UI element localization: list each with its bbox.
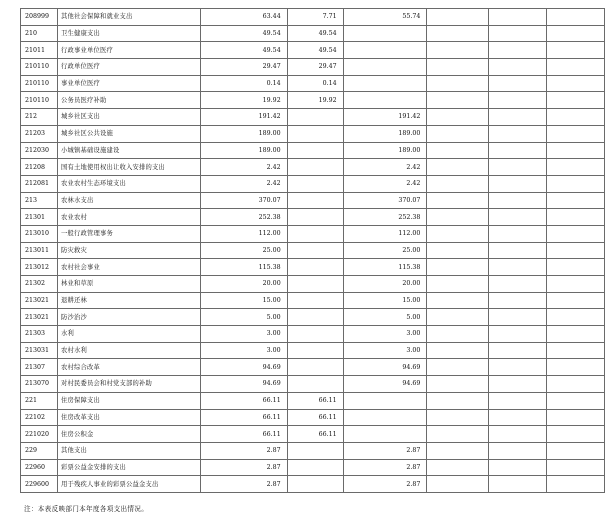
project-expenditure-cell: 5.00 — [343, 309, 427, 326]
subject-name-cell: 农村水利 — [57, 342, 200, 359]
total-cell: 2.87 — [200, 476, 287, 493]
empty-cell — [547, 75, 605, 92]
basic-expenditure-cell: 29.47 — [287, 59, 343, 76]
subject-code-cell: 21208 — [21, 159, 58, 176]
empty-cell — [427, 442, 489, 459]
table-row — [21, 409, 605, 426]
total-cell: 191.42 — [200, 109, 287, 126]
basic-expenditure-cell: 66.11 — [287, 392, 343, 409]
basic-expenditure-cell — [287, 442, 343, 459]
total-cell: 2.42 — [200, 175, 287, 192]
project-expenditure-cell: 94.69 — [343, 359, 427, 376]
empty-cell — [489, 59, 547, 76]
table-row — [21, 225, 605, 242]
empty-cell — [547, 209, 605, 226]
basic-expenditure-cell — [287, 476, 343, 493]
subject-name-cell: 住房保障支出 — [57, 392, 200, 409]
expenditure-table — [20, 8, 605, 493]
empty-cell — [427, 476, 489, 493]
empty-cell — [547, 125, 605, 142]
project-expenditure-cell — [343, 75, 427, 92]
table-row — [21, 292, 605, 309]
basic-expenditure-cell — [287, 209, 343, 226]
empty-cell — [547, 109, 605, 126]
project-expenditure-cell: 370.07 — [343, 192, 427, 209]
basic-expenditure-cell: 0.14 — [287, 75, 343, 92]
subject-code-cell: 212081 — [21, 175, 58, 192]
basic-expenditure-cell — [287, 459, 343, 476]
total-cell: 0.14 — [200, 75, 287, 92]
footnote: 注：本表反映部门本年度各项支出情况。 — [24, 505, 149, 513]
project-expenditure-cell — [343, 392, 427, 409]
project-expenditure-cell: 189.00 — [343, 142, 427, 159]
empty-cell — [547, 376, 605, 393]
basic-expenditure-cell — [287, 376, 343, 393]
subject-code-cell: 21303 — [21, 326, 58, 343]
basic-expenditure-cell: 66.11 — [287, 426, 343, 443]
subject-name-cell: 城乡社区公共设施 — [57, 125, 200, 142]
empty-cell — [427, 175, 489, 192]
table-row — [21, 342, 605, 359]
subject-code-cell: 213070 — [21, 376, 58, 393]
empty-cell — [547, 442, 605, 459]
empty-cell — [427, 409, 489, 426]
total-cell: 189.00 — [200, 142, 287, 159]
empty-cell — [547, 92, 605, 109]
subject-name-cell: 林业和草原 — [57, 276, 200, 293]
project-expenditure-cell — [343, 59, 427, 76]
empty-cell — [489, 242, 547, 259]
empty-cell — [547, 159, 605, 176]
table-row — [21, 359, 605, 376]
project-expenditure-cell: 115.38 — [343, 259, 427, 276]
subject-name-cell: 住房公积金 — [57, 426, 200, 443]
subject-code-cell: 21301 — [21, 209, 58, 226]
empty-cell — [547, 476, 605, 493]
total-cell: 63.44 — [200, 9, 287, 26]
basic-expenditure-cell — [287, 292, 343, 309]
subject-code-cell: 212030 — [21, 142, 58, 159]
basic-expenditure-cell — [287, 225, 343, 242]
empty-cell — [547, 175, 605, 192]
subject-name-cell: 农林水支出 — [57, 192, 200, 209]
table-row — [21, 175, 605, 192]
basic-expenditure-cell: 49.54 — [287, 42, 343, 59]
empty-cell — [489, 309, 547, 326]
empty-cell — [547, 276, 605, 293]
empty-cell — [489, 442, 547, 459]
subject-name-cell: 彩票公益金安排的支出 — [57, 459, 200, 476]
table-row — [21, 9, 605, 26]
subject-name-cell: 城乡社区支出 — [57, 109, 200, 126]
total-cell: 5.00 — [200, 309, 287, 326]
project-expenditure-cell: 55.74 — [343, 9, 427, 26]
empty-cell — [427, 109, 489, 126]
subject-name-cell: 农村社会事业 — [57, 259, 200, 276]
total-cell: 15.00 — [200, 292, 287, 309]
empty-cell — [547, 259, 605, 276]
empty-cell — [489, 359, 547, 376]
table-row — [21, 42, 605, 59]
empty-cell — [489, 209, 547, 226]
subject-code-cell: 21203 — [21, 125, 58, 142]
subject-name-cell: 防灾救灾 — [57, 242, 200, 259]
table-row — [21, 242, 605, 259]
empty-cell — [489, 192, 547, 209]
table-body — [21, 9, 605, 493]
table-row — [21, 75, 605, 92]
empty-cell — [427, 42, 489, 59]
empty-cell — [547, 409, 605, 426]
subject-name-cell: 用于残疾人事业的彩票公益金支出 — [57, 476, 200, 493]
project-expenditure-cell: 2.87 — [343, 459, 427, 476]
empty-cell — [489, 426, 547, 443]
empty-cell — [427, 159, 489, 176]
empty-cell — [427, 192, 489, 209]
total-cell: 3.00 — [200, 326, 287, 343]
table-row — [21, 142, 605, 159]
total-cell: 252.38 — [200, 209, 287, 226]
empty-cell — [427, 276, 489, 293]
basic-expenditure-cell: 19.92 — [287, 92, 343, 109]
basic-expenditure-cell — [287, 192, 343, 209]
subject-name-cell: 农业农村生态环境支出 — [57, 175, 200, 192]
empty-cell — [489, 292, 547, 309]
empty-cell — [547, 326, 605, 343]
subject-code-cell: 210 — [21, 25, 58, 42]
empty-cell — [427, 209, 489, 226]
total-cell: 25.00 — [200, 242, 287, 259]
empty-cell — [489, 326, 547, 343]
subject-name-cell: 行政单位医疗 — [57, 59, 200, 76]
empty-cell — [489, 109, 547, 126]
subject-code-cell: 22102 — [21, 409, 58, 426]
project-expenditure-cell — [343, 25, 427, 42]
total-cell: 20.00 — [200, 276, 287, 293]
subject-code-cell: 221 — [21, 392, 58, 409]
project-expenditure-cell: 3.00 — [343, 342, 427, 359]
table-row — [21, 159, 605, 176]
project-expenditure-cell: 191.42 — [343, 109, 427, 126]
empty-cell — [489, 159, 547, 176]
project-expenditure-cell: 189.00 — [343, 125, 427, 142]
empty-cell — [427, 9, 489, 26]
basic-expenditure-cell: 49.54 — [287, 25, 343, 42]
empty-cell — [489, 459, 547, 476]
empty-cell — [489, 142, 547, 159]
empty-cell — [547, 59, 605, 76]
table-row — [21, 259, 605, 276]
project-expenditure-cell: 3.00 — [343, 326, 427, 343]
empty-cell — [427, 59, 489, 76]
total-cell: 49.54 — [200, 25, 287, 42]
empty-cell — [489, 476, 547, 493]
empty-cell — [547, 459, 605, 476]
table-row — [21, 476, 605, 493]
subject-name-cell: 小城镇基础设施建设 — [57, 142, 200, 159]
subject-code-cell: 208999 — [21, 9, 58, 26]
subject-name-cell: 国有土地使用权出让收入安排的支出 — [57, 159, 200, 176]
table-row — [21, 125, 605, 142]
empty-cell — [427, 292, 489, 309]
project-expenditure-cell — [343, 409, 427, 426]
subject-code-cell: 21307 — [21, 359, 58, 376]
empty-cell — [489, 225, 547, 242]
subject-code-cell: 21302 — [21, 276, 58, 293]
empty-cell — [547, 42, 605, 59]
basic-expenditure-cell — [287, 309, 343, 326]
subject-name-cell: 事业单位医疗 — [57, 75, 200, 92]
table-row — [21, 392, 605, 409]
empty-cell — [489, 42, 547, 59]
project-expenditure-cell: 15.00 — [343, 292, 427, 309]
basic-expenditure-cell — [287, 326, 343, 343]
subject-code-cell: 210110 — [21, 92, 58, 109]
empty-cell — [547, 292, 605, 309]
subject-name-cell: 卫生健康支出 — [57, 25, 200, 42]
project-expenditure-cell: 2.42 — [343, 159, 427, 176]
total-cell: 49.54 — [200, 42, 287, 59]
empty-cell — [489, 75, 547, 92]
table-row — [21, 376, 605, 393]
subject-name-cell: 农村综合改革 — [57, 359, 200, 376]
empty-cell — [427, 75, 489, 92]
project-expenditure-cell: 25.00 — [343, 242, 427, 259]
empty-cell — [489, 125, 547, 142]
total-cell: 2.87 — [200, 459, 287, 476]
table-row — [21, 459, 605, 476]
subject-name-cell: 其他社会保障和就业支出 — [57, 9, 200, 26]
empty-cell — [489, 392, 547, 409]
project-expenditure-cell: 112.00 — [343, 225, 427, 242]
table-row — [21, 276, 605, 293]
empty-cell — [547, 242, 605, 259]
empty-cell — [547, 192, 605, 209]
empty-cell — [547, 25, 605, 42]
basic-expenditure-cell — [287, 109, 343, 126]
basic-expenditure-cell — [287, 259, 343, 276]
empty-cell — [489, 259, 547, 276]
subject-code-cell: 22960 — [21, 459, 58, 476]
subject-code-cell: 210110 — [21, 59, 58, 76]
project-expenditure-cell — [343, 92, 427, 109]
table-row — [21, 192, 605, 209]
empty-cell — [547, 9, 605, 26]
subject-code-cell: 21011 — [21, 42, 58, 59]
subject-name-cell: 防沙治沙 — [57, 309, 200, 326]
empty-cell — [547, 359, 605, 376]
subject-code-cell: 213 — [21, 192, 58, 209]
empty-cell — [489, 92, 547, 109]
empty-cell — [547, 392, 605, 409]
subject-name-cell: 行政事业单位医疗 — [57, 42, 200, 59]
table-row — [21, 109, 605, 126]
empty-cell — [427, 309, 489, 326]
subject-code-cell: 221020 — [21, 426, 58, 443]
empty-cell — [427, 92, 489, 109]
total-cell: 66.11 — [200, 426, 287, 443]
subject-code-cell: 212 — [21, 109, 58, 126]
basic-expenditure-cell — [287, 276, 343, 293]
project-expenditure-cell: 94.69 — [343, 376, 427, 393]
subject-code-cell: 229600 — [21, 476, 58, 493]
total-cell: 94.69 — [200, 359, 287, 376]
basic-expenditure-cell — [287, 342, 343, 359]
subject-code-cell: 213021 — [21, 292, 58, 309]
subject-name-cell: 退耕还林 — [57, 292, 200, 309]
basic-expenditure-cell — [287, 159, 343, 176]
total-cell: 370.07 — [200, 192, 287, 209]
project-expenditure-cell — [343, 42, 427, 59]
basic-expenditure-cell — [287, 125, 343, 142]
total-cell: 112.00 — [200, 225, 287, 242]
total-cell: 94.69 — [200, 376, 287, 393]
subject-name-cell: 住房改革支出 — [57, 409, 200, 426]
subject-name-cell: 公务员医疗补助 — [57, 92, 200, 109]
table-row — [21, 309, 605, 326]
subject-code-cell: 213010 — [21, 225, 58, 242]
basic-expenditure-cell — [287, 242, 343, 259]
project-expenditure-cell: 252.38 — [343, 209, 427, 226]
project-expenditure-cell: 2.87 — [343, 476, 427, 493]
empty-cell — [427, 459, 489, 476]
empty-cell — [489, 25, 547, 42]
empty-cell — [427, 242, 489, 259]
total-cell: 2.42 — [200, 159, 287, 176]
basic-expenditure-cell — [287, 175, 343, 192]
subject-name-cell: 水利 — [57, 326, 200, 343]
empty-cell — [427, 426, 489, 443]
project-expenditure-cell — [343, 426, 427, 443]
empty-cell — [427, 359, 489, 376]
subject-code-cell: 213011 — [21, 242, 58, 259]
project-expenditure-cell: 20.00 — [343, 276, 427, 293]
empty-cell — [489, 376, 547, 393]
empty-cell — [427, 142, 489, 159]
table-row — [21, 92, 605, 109]
table-row — [21, 25, 605, 42]
table-row — [21, 326, 605, 343]
subject-code-cell: 210110 — [21, 75, 58, 92]
total-cell: 19.92 — [200, 92, 287, 109]
basic-expenditure-cell — [287, 359, 343, 376]
empty-cell — [489, 276, 547, 293]
table-row — [21, 59, 605, 76]
empty-cell — [427, 342, 489, 359]
subject-code-cell: 213031 — [21, 342, 58, 359]
table-row — [21, 442, 605, 459]
empty-cell — [547, 426, 605, 443]
total-cell: 66.11 — [200, 392, 287, 409]
subject-code-cell: 229 — [21, 442, 58, 459]
table-row — [21, 209, 605, 226]
empty-cell — [427, 225, 489, 242]
total-cell: 2.87 — [200, 442, 287, 459]
empty-cell — [427, 326, 489, 343]
subject-code-cell: 213012 — [21, 259, 58, 276]
empty-cell — [489, 409, 547, 426]
table-row — [21, 426, 605, 443]
subject-name-cell: 其他支出 — [57, 442, 200, 459]
total-cell: 66.11 — [200, 409, 287, 426]
basic-expenditure-cell — [287, 142, 343, 159]
empty-cell — [427, 259, 489, 276]
empty-cell — [547, 342, 605, 359]
basic-expenditure-cell: 7.71 — [287, 9, 343, 26]
subject-name-cell: 一般行政管理事务 — [57, 225, 200, 242]
basic-expenditure-cell: 66.11 — [287, 409, 343, 426]
subject-name-cell: 对村民委员会和村党支部的补助 — [57, 376, 200, 393]
project-expenditure-cell: 2.87 — [343, 442, 427, 459]
subject-name-cell: 农业农村 — [57, 209, 200, 226]
empty-cell — [547, 225, 605, 242]
total-cell: 29.47 — [200, 59, 287, 76]
empty-cell — [489, 342, 547, 359]
total-cell: 3.00 — [200, 342, 287, 359]
empty-cell — [547, 142, 605, 159]
empty-cell — [427, 376, 489, 393]
total-cell: 189.00 — [200, 125, 287, 142]
empty-cell — [547, 309, 605, 326]
empty-cell — [427, 125, 489, 142]
empty-cell — [489, 9, 547, 26]
empty-cell — [489, 175, 547, 192]
empty-cell — [427, 25, 489, 42]
project-expenditure-cell: 2.42 — [343, 175, 427, 192]
total-cell: 115.38 — [200, 259, 287, 276]
empty-cell — [427, 392, 489, 409]
subject-code-cell: 213021 — [21, 309, 58, 326]
